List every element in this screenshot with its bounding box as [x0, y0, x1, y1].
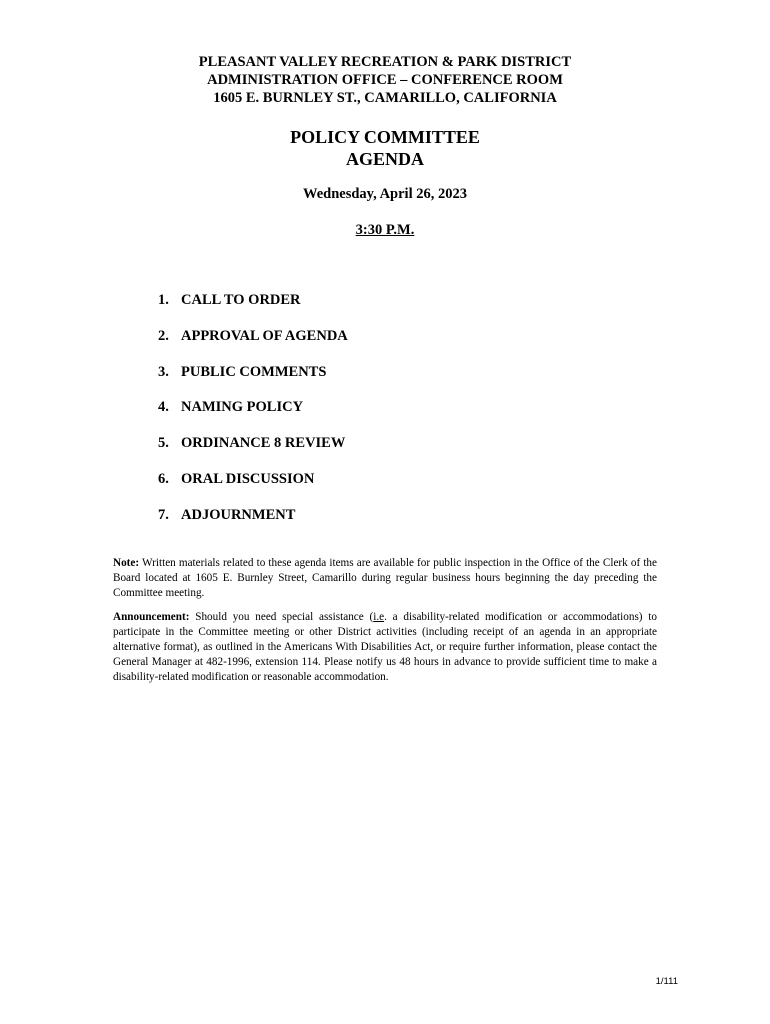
- agenda-item-label: ORAL DISCUSSION: [181, 470, 315, 487]
- announcement-ie: i.e: [373, 610, 385, 623]
- notes-section: [113, 556, 657, 694]
- agenda-item-label: CALL TO ORDER: [181, 292, 301, 308]
- agenda-item-label: ORDINANCE 8 REVIEW: [181, 435, 346, 452]
- page-number: 1/111: [655, 976, 678, 987]
- agenda-item-number: 2.: [158, 327, 169, 344]
- announcement-text-before: Should you need special assistance (: [189, 610, 374, 623]
- agenda-heading: AGENDA: [345, 149, 424, 169]
- agenda-item-label: APPROVAL OF AGENDA: [181, 327, 348, 344]
- agenda-item-number: 7.: [158, 506, 169, 523]
- committee-name: POLICY COMMITTEE: [290, 127, 480, 147]
- meeting-time: 3:30 P.M.: [355, 222, 415, 238]
- note-text: Written materials related to these agenda items are available for public inspection in the Office of the Clerk of the Board located at 1605 E. Burnley Street, Camarillo during regular business hours beginning the day preceding the Committee meeting.: [113, 557, 657, 600]
- agenda-item: [158, 327, 348, 363]
- agenda-item-number: 3.: [158, 363, 169, 380]
- meeting-date: Wednesday, April 26, 2023: [303, 186, 467, 202]
- agenda-item: [158, 363, 348, 399]
- meeting-time-row: [0, 221, 770, 239]
- header-address: 1605 E. BURNLEY ST., CAMARILLO, CALIFORNIA: [213, 90, 557, 106]
- agenda-item: [158, 398, 348, 434]
- announcement-paragraph: [113, 610, 657, 686]
- agenda-item: [158, 506, 348, 542]
- agenda-list: [158, 291, 348, 542]
- agenda-item: [158, 291, 348, 327]
- agenda-item-number: 1.: [158, 292, 169, 308]
- agenda-item-number: 5.: [158, 435, 169, 452]
- page-title: [0, 126, 770, 170]
- agenda-item: [158, 470, 348, 506]
- agenda-item: [158, 434, 348, 470]
- district-header: [0, 53, 770, 107]
- announcement-text-after: . a disability-related modification or accommodations) to participate in the Committee meeting or other District activities (including receipt of an agenda in an appropriate alternative format), as outlined in the Americans With Disabilities Act, or require further information, please contact the General Manager at 482-1996, extension 114. Please notify us 48 hours in advance to provide sufficient time to make a disability-related modification or reasonable accommodation.: [113, 610, 658, 684]
- header-district-name: PLEASANT VALLEY RECREATION & PARK DISTRICT: [198, 54, 572, 70]
- agenda-item-label: PUBLIC COMMENTS: [181, 363, 327, 380]
- note-label: Note:: [113, 557, 140, 569]
- agenda-item-label: ADJOURNMENT: [181, 506, 296, 523]
- note-paragraph: [113, 556, 657, 602]
- agenda-item-number: 4.: [158, 399, 169, 416]
- agenda-item-label: NAMING POLICY: [181, 399, 304, 416]
- announcement-label: Announcement:: [113, 610, 190, 623]
- agenda-item-number: 6.: [158, 470, 169, 487]
- header-location: ADMINISTRATION OFFICE – CONFERENCE ROOM: [207, 72, 563, 88]
